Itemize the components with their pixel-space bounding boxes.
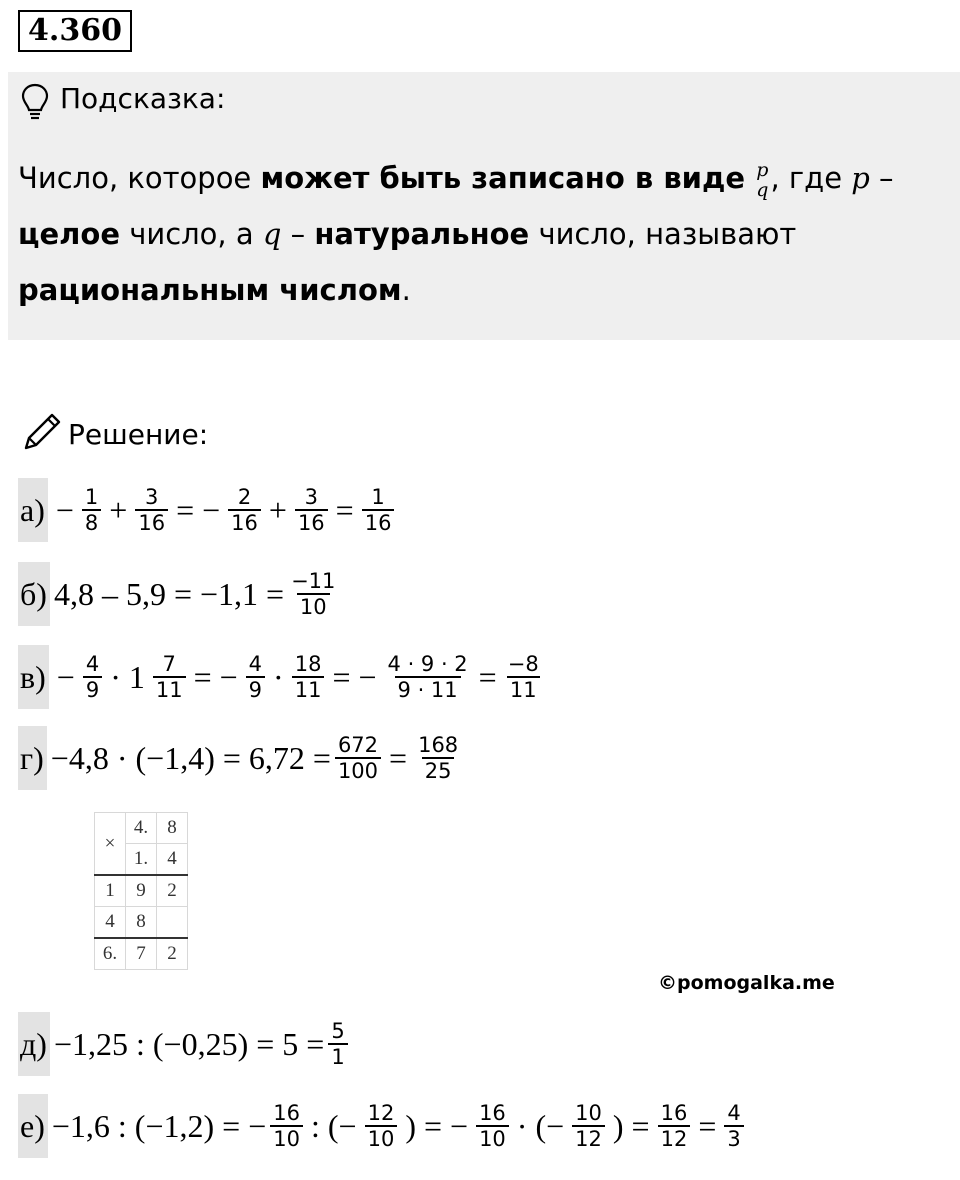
table-cell: 6. [95,938,126,970]
table-cell: 1. [126,844,157,876]
table-row [95,875,188,907]
solution-title: Решение: [68,418,209,451]
table-row [95,907,188,939]
pencil-icon [20,410,64,454]
table-cell: 8 [126,907,157,939]
multiplication-table [94,812,188,970]
table-cell: 8 [157,813,188,844]
table-cell [157,907,188,939]
table-row [95,938,188,970]
table-cell: 2 [157,875,188,907]
hint-title: Подсказка: [60,82,226,115]
table-cell: 1 [95,875,126,907]
row-label: е) [18,1094,48,1158]
table-cell: × [95,813,126,876]
row-label: б) [18,562,50,626]
solution-row-g: г) −4,8 · (−1,4) = 6,72 = $\frac{672}{100}$ = $\frac{168}{25}$ [18,726,465,790]
row-label: а) [18,478,48,542]
row-label: д) [18,1012,50,1076]
row-label: в) [18,645,49,709]
table-cell: 4. [126,813,157,844]
solution-row-d: д) −1,25 : (−0,25) = 5 = $\frac{5}{1}$ [18,1012,352,1076]
table-cell: 7 [126,938,157,970]
solution-row-b: б) 4,8 – 5,9 = −1,1 = $\frac{-11}{10}$ [18,562,342,626]
table-row [95,813,188,844]
row-label: г) [18,726,47,790]
problem-number: 4.360 [18,10,132,52]
solution-row-v: в) − $\frac{4}{9}$ · 1 $\frac{7}{11}$ = − $\frac{4}{9}$ · $\frac{18}{11}$ = − $\frac{4 \cdot 9 \cdot 2}{9 \cdot 11}$ = $\frac{-8}{11}$ [18,645,546,709]
hint-text: Число, которое может быть записано в виде p q , где p – целое число, а q – натуральное число, называют рациональным числом. [18,159,894,307]
table-cell: 4 [157,844,188,876]
solution-row-e: е) −1,6 : (−1,2) = − $\frac{16}{10}$ : (− $\frac{12}{10}$ ) = − $\frac{16}{10}$ · (− $\frac{10}{12}$ ) = $\frac{16}{12}$ = $\frac{4}{3}$ [18,1094,748,1158]
lightbulb-icon [20,82,50,122]
solution-row-a: а) − $\frac{1}{8}$ + $\frac{3}{16}$ = − $\frac{2}{16}$ + $\frac{3}{16}$ = $\frac{1}{16}$ [18,478,398,542]
watermark: ©pomogalka.me [658,972,835,994]
table-cell: 4 [95,907,126,939]
table-cell: 2 [157,938,188,970]
table-cell: 9 [126,875,157,907]
